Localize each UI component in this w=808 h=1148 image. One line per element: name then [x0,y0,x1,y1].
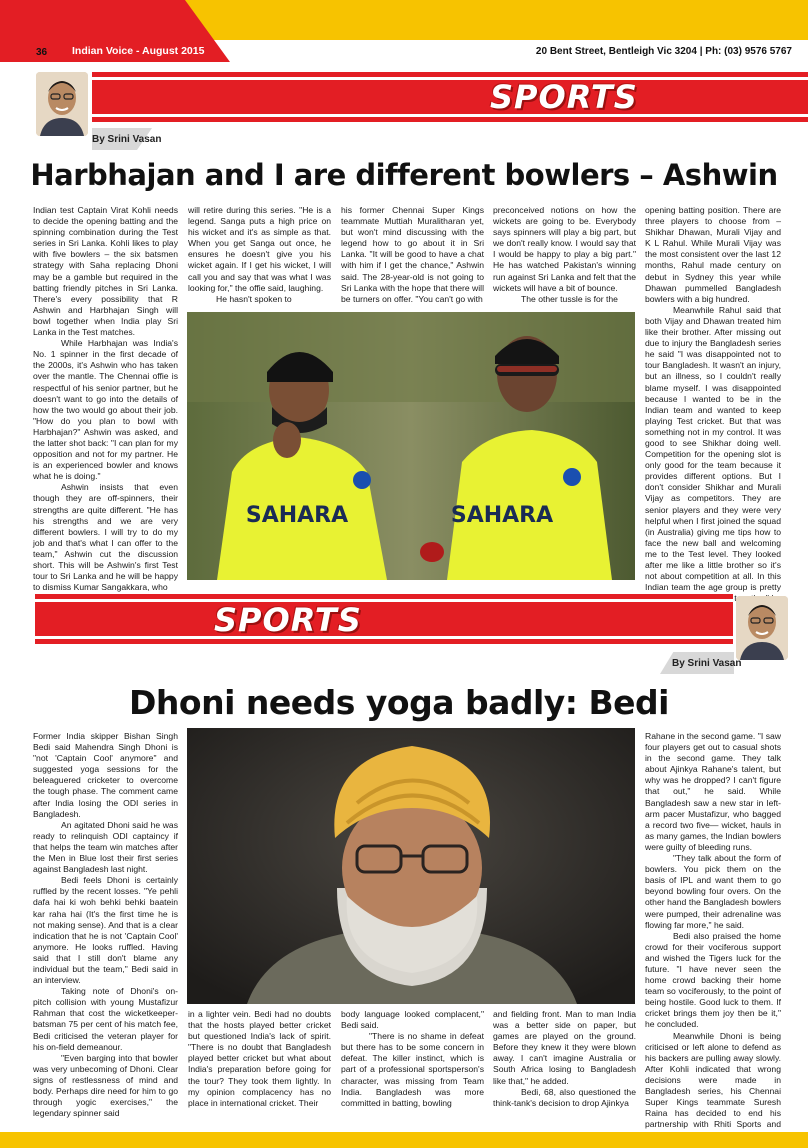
sports-banner-middle [35,594,733,644]
author-portrait-icon [736,596,788,660]
article-column [188,1009,331,1109]
paragraph: opening batting position. There are three players to choose from – Shikhar Dhawan, Murali Vijay and K L Rahul. While Murali Vijay was the most consistent over the last 12 months, Rahul made century on debut in Sydney this year while Dhawan pummelled Bangladesh bowlers with a big hundred. [645,205,781,304]
paragraph: in a lighter vein. Bedi had no doubts that the hosts played better cricket but questioned India's lack of spirit. "There is no doubt that Bangladesh played better cricket but what about India's preparation before going for the tour? They took them lightly. In my opinion complacency has no place in international cricket. Their [188,1009,331,1108]
cricketers-photo-icon [187,312,635,580]
author-avatar [736,596,788,660]
article-column [33,205,178,593]
paragraph: Ashwin insists that even though they are off-spinners, their strengths are quite different. "He has his strengths and we are very different bowlers. I will try to do my job and that's what I can offer to the team," Ashwin cut the discussion short. This will be Ashwin's first Test tour to Sri Lanka and he will be happy to dismiss Kumar Sangakkara, who [33,482,178,593]
paragraph: Taking note of Dhoni's on-pitch collision with young Mustafizur Rahman that cost the wicketkeeper-batsman 75 per cent of his match fee, Bedi criticised the veteran player for his on-field demeanour. [33,986,178,1052]
article-byline: By Srini Vasan [92,134,162,145]
paragraph: and fielding front. Man to man India was a better side on paper, but games are played on the ground. Before they knew it they were blown away. I can't imagine Australia or South Africa losing to Bangladesh like that," he added. [493,1009,636,1086]
page-footer-bar [0,1132,808,1148]
cricketers-photo [187,312,635,580]
paragraph: An agitated Dhoni said he was ready to relinquish ODI captaincy if that helps the team win matches after the Men in Blue lost their first series against Bangladesh last night. [33,819,178,875]
paragraph: "There is no shame in defeat but there has to be some concern in defeat. The killer instinct, which is part of a professional sportsperson's character, was missing from Team India. Bangladesh was more committed in batting, bowling [341,1031,484,1108]
paragraph: Indian test Captain Virat Kohli needs to decide the opening batting and the spinning combination during the Test series in Sri Lanka. Kohli likes to play with five bowlers – the six batsmen strategy with Saha replacing Dhoni may be a gamble but required in the batting friendly pitches in Sri Lanka. There's every possibility that R Ashwin and Harbhajan Singh will bowl together when India play Sri Lanka in the Test matches. [33,205,178,338]
paragraph: Rahane in the second game. "I saw four players get out to casual shots in the second game. They talk about Ajinkya Rahane's talent, but why was he dropped? I can't figure that out," he said. While Bangladesh saw a new star in left-arm pacer Mustafizur, who bagged a record two five— wicket, hauls in as many games, the Indian bowlers were guilty of bleeding runs. [645,731,781,852]
paragraph: While Harbhajan was India's No. 1 spinner in the first decade of the 2000s, it's Ashwin who has taken over the mantle. The Chennai offie is respectful of his senior partner, but he doesn't want to go into the details of how the two would go about their job. "How do you plan to bowl with Harbhajan?" Ashwin was asked, and the latter shot back: "I can plan for my opposition and not for my partner. He is an experienced bowler and knows what he is doing." [33,338,178,482]
paragraph: He hasn't spoken to [216,293,292,304]
publication-info: Indian Voice - August 2015 [72,45,205,57]
paragraph: Meanwhile Dhoni is being criticised or left alone to defend as his backers are pulling away slowly. After Kohli indicated that wrong decisions were made in Bangladesh series, his Chennai Super Kings teammate Suresh Raina has decided to end his partnership with Rhiti Sports and [645,1030,781,1130]
article-column [341,205,484,305]
bedi-portrait-photo [187,728,635,1004]
paragraph: Bedi also praised the home crowd for their vociferous support and wished the Tigers luck for the future. "I have never seen the home crowd backing their home team so vociferously, to the point of being hostile. Good luck to them. If cricket brings them joy then be it," he concluded. [645,930,781,1030]
paragraph: "Even barging into that bowler was very unbecoming of Dhoni. Clear signs of restlessness of mind and body. Perhaps dire need for him to go through yogic exercises," the legendary spinner said [33,1052,178,1119]
paragraph: Bedi feels Dhoni is certainly ruffled by the recent losses. "Ye pehli dafa hai ki woh behki behki baatein kar raha hai (It's the first time he is not making sense). And that is a clear indication that he is not 'Captain Cool' anymore. He looks ruffled. Having said that I still don't blame any individual but the team," Bedi said in an interview. [33,875,178,986]
article-column [493,1009,636,1109]
paragraph: Bedi, 68, also questioned the think-tank's decision to drop Ajinkya [493,1086,636,1108]
article-headline: Dhoni needs yoga badly: Bedi [129,683,669,722]
paragraph: "They talk about the form of bowlers. You pick them on the basis of IPL and want them to go beyond bowling four overs. On the other hand the Bangladesh bowlers were pumped, their adrenaline was flowing far more," he said. [645,853,781,930]
bedi-portrait-icon [187,728,635,1004]
article-column [645,205,781,615]
jersey-text: SAHARA [245,503,349,528]
paragraph: Former India skipper Bishan Singh Bedi said Mahendra Singh Dhoni is "not 'Captain Cool' anymore" and suggested yoga sessions for the beleaguered cricketer to overcome the tough phase. The comment came after India losing the ODI series in Bangladesh. [33,731,178,819]
article-byline: By Srini Vasan [672,658,742,669]
section-label: SPORTS [214,601,362,639]
article-column [33,731,178,1119]
jersey-text: SAHARA [450,503,554,528]
page-number: 36 [36,47,48,58]
paragraph: body language looked complacent," Bedi said. [341,1009,484,1031]
paragraph: will retire during this series. "He is a legend. Sanga puts a high price on his wicket and it's as simple as that. When you get Sanga out once, he ensures he doesn't give you his wicket again. If I get his wicket, I will call you and say that was what I was looking for," the offie said, laughing. [188,205,331,293]
paragraph: The other tussle is for the [521,293,618,304]
author-avatar [36,72,88,136]
article-column [493,205,636,305]
author-portrait-icon [36,72,88,136]
paragraph: preconceived notions on how the wickets are going to be. Everybody says spinners will play a big part, but we don't really know. I would say that I would be happy to play a big part." He has watched Pakistan's winning run against Sri Lanka and felt that the wickets will have a bit of bounce. [493,205,636,293]
publisher-address: 20 Bent Street, Bentleigh Vic 3204 | Ph: (03) 9576 5767 [535,46,792,57]
article-column [341,1009,484,1109]
article-headline: Harbhajan and I are different bowlers – Ashwin [30,158,778,192]
sports-banner-top [92,72,808,122]
paragraph: Meanwhile Rahul said that both Vijay and Dhawan treated him like their brother. After missing out due to injury the Bangladesh series he said "I was disappointed not to tour Bangladesh. It wasn't an injury, but an illness, so I couldn't really blame myself. I was disappointed because I wanted to be in the Indian team and wanted to keep playing Test cricket. But that was something not in my control. It was good to see Shikhar doing well. Competition for the opening slot is only good for the team because it provides different options. But I don't consider Shikhar and Murali Vijay as competitors. They are senior players and they were very helpful when I first joined the squad (in Australia) giving me tips how to face the new ball and welcoming me to the Test level. They looked after me like a little brother so it's not about competition at all. In this Indian team the age group is pretty [645,304,781,593]
article-column [645,731,781,1141]
paragraph: his former Chennai Super Kings teammate Muttiah Muralitharan yet, but won't mind discussing with the legend how to go about it in Sri Lanka. "It will be good to have a chat with him if I get the chance," Ashwin said. The 28-year-old is not going to Sri Lanka with the hope that there will be turners on offer. "You can't go with [341,205,484,304]
article-column [188,205,331,305]
section-label: SPORTS [490,78,638,116]
